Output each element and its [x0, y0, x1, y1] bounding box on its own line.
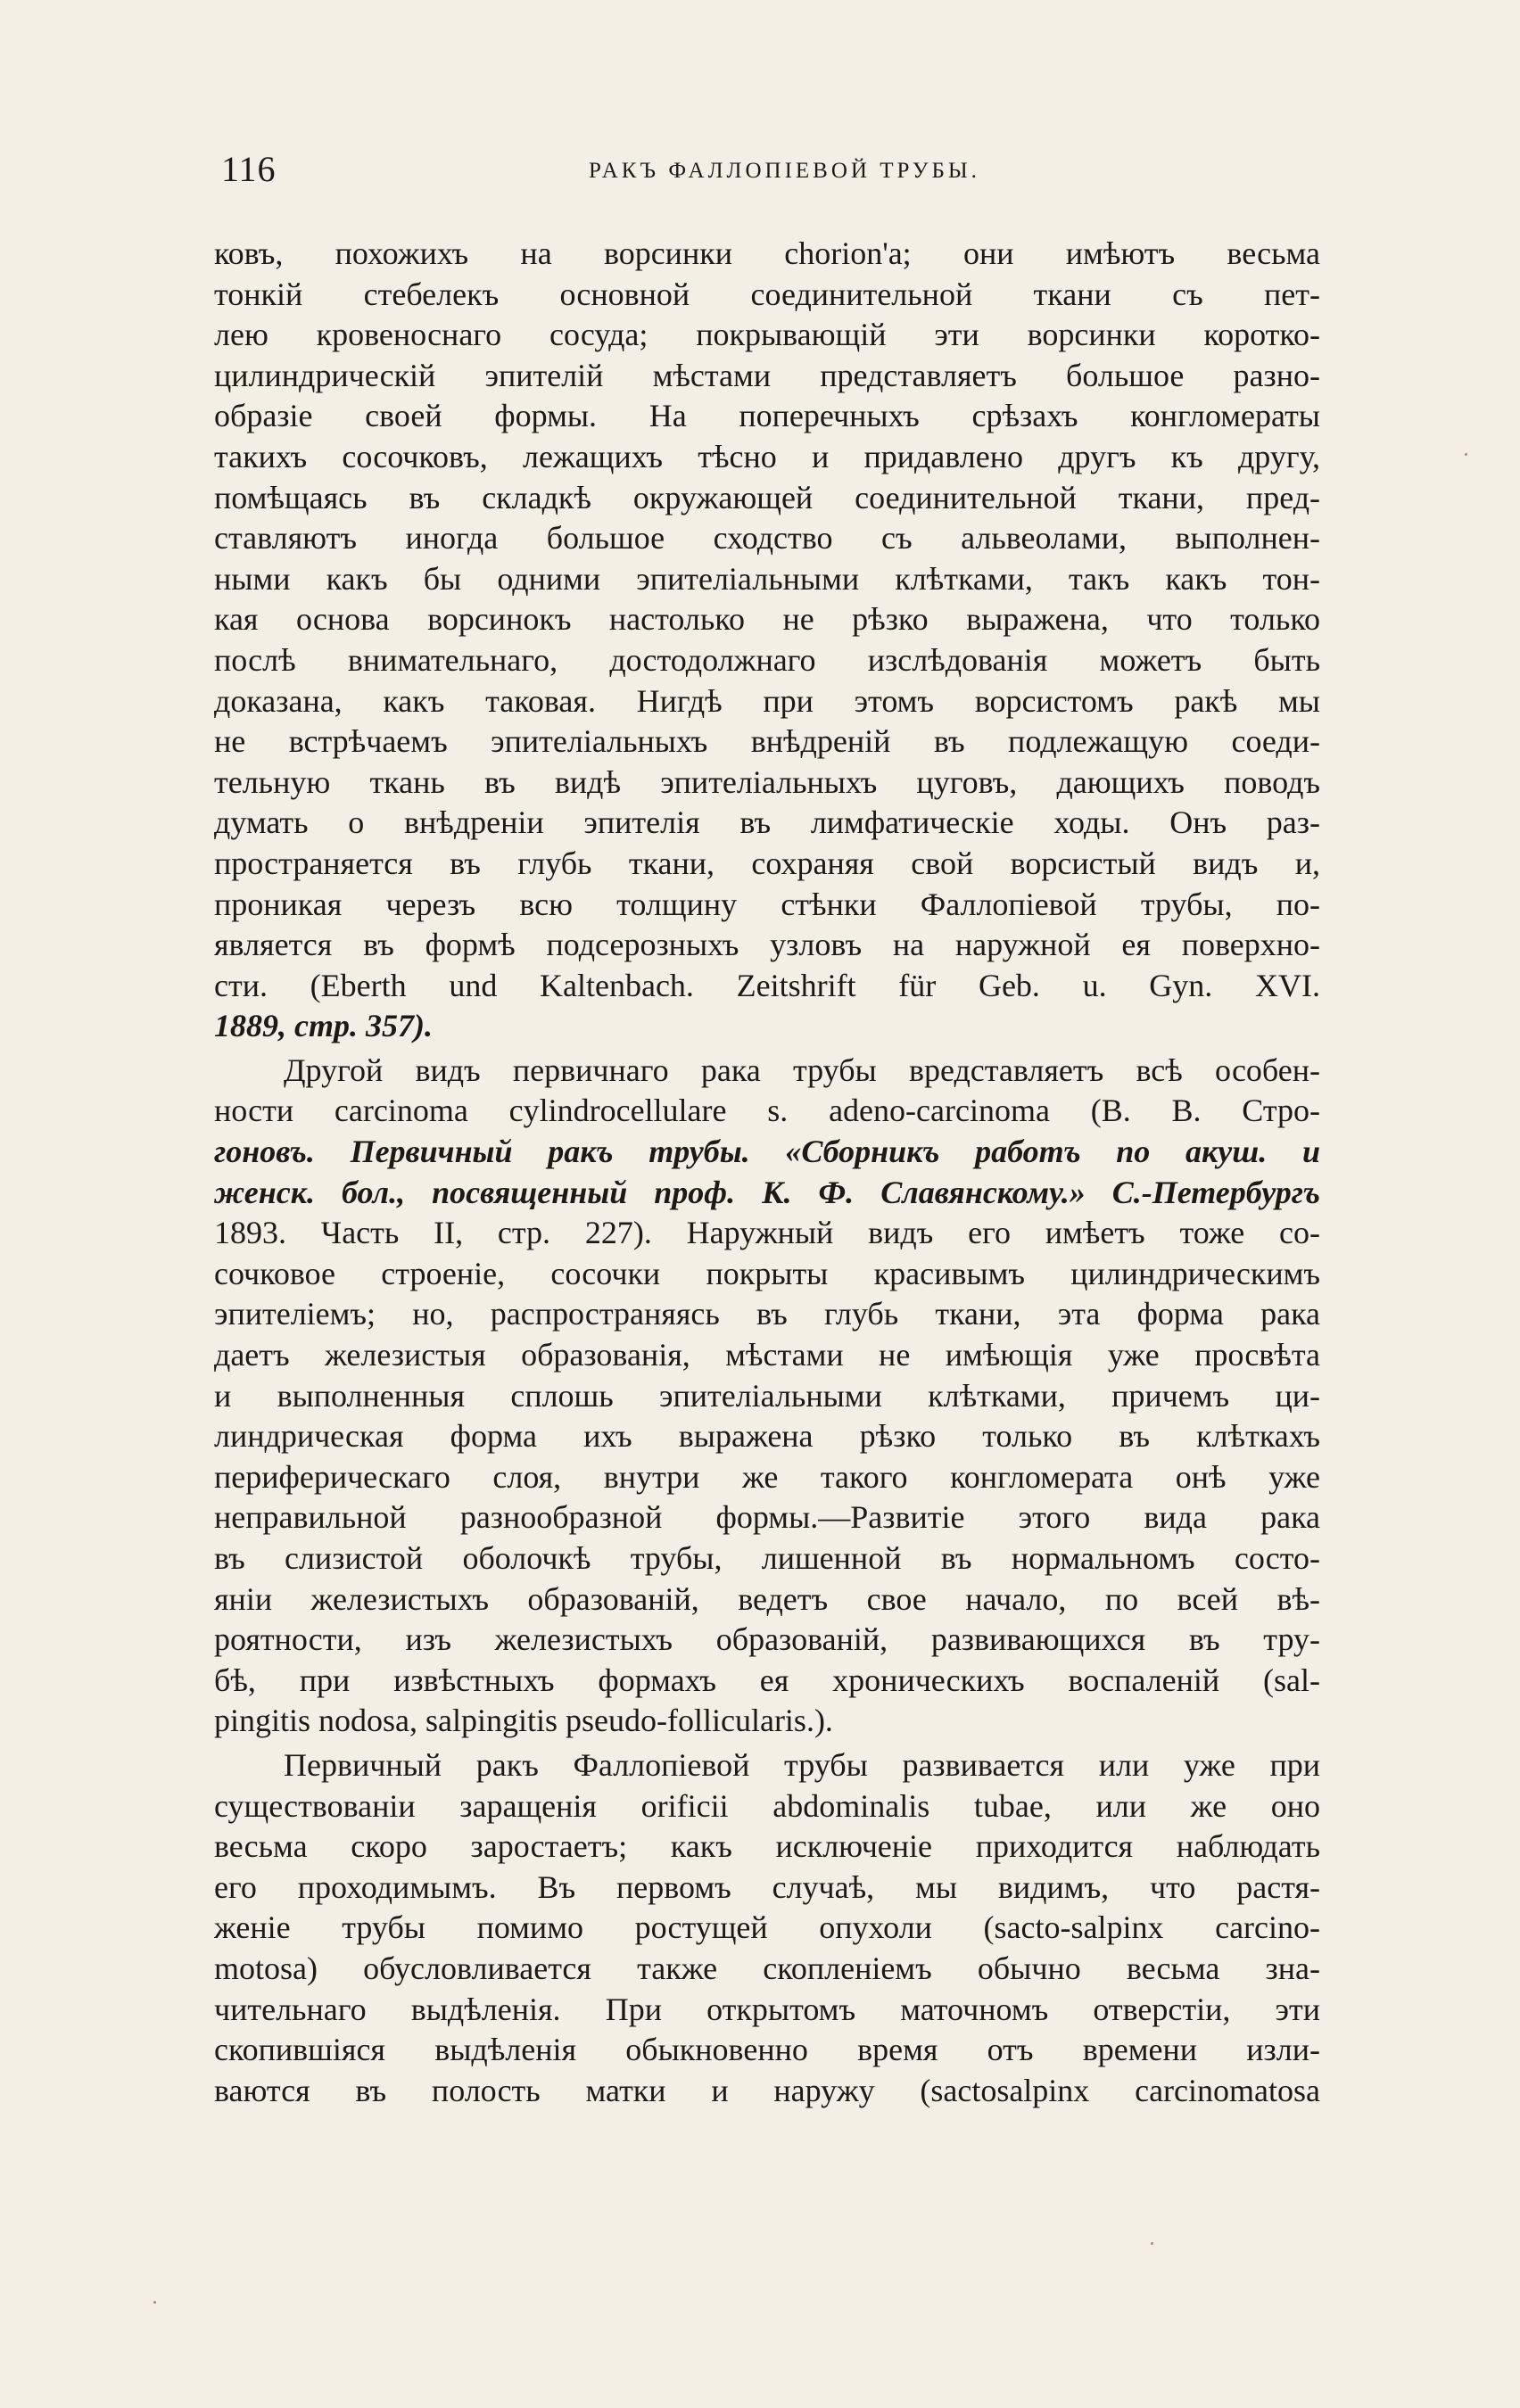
text-line: въ слизистой оболочкѣ трубы, лишенной въ нормальномъ состо-	[214, 1540, 1320, 1576]
text-line: проникая черезъ всю толщину стѣнки Фаллопіевой трубы, по-	[214, 886, 1320, 922]
running-title: РАКЪ ФАЛЛОПІЕВОЙ ТРУБЫ.	[589, 159, 980, 183]
text-line: и выполненныя сплошь эпителіальными клѣтками, причемъ ци-	[214, 1377, 1320, 1414]
paper-speck	[153, 2301, 156, 2304]
text-line: такихъ сосочковъ, лежащихъ тѣсно и придавлено другъ къ другу,	[214, 438, 1320, 474]
text-line: чительнаго выдѣленія. При открытомъ маточномъ отверстіи, эти	[214, 1991, 1320, 2027]
text-line: думать о внѣдреніи эпителія въ лимфатическіе ходы. Онъ раз-	[214, 804, 1320, 841]
page-number: 116	[221, 149, 277, 189]
text-line: неправильной разнообразной формы.—Развитіе этого вида рака	[214, 1499, 1320, 1536]
text-line: периферическаго слоя, внутри же такого конгломерата онѣ уже	[214, 1458, 1320, 1495]
text-line: ставляютъ иногда большое сходство съ альвеолами, выполнен-	[214, 520, 1320, 557]
text-line: весьма скоро заростаетъ; какъ исключеніе приходится наблюдать	[214, 1828, 1320, 1865]
text-line: эпителіемъ; но, распространяясь въ глубь ткани, эта форма рака	[214, 1296, 1320, 1332]
text-line: даетъ железистыя образованія, мѣстами не имѣющія уже просвѣта	[214, 1337, 1320, 1373]
citation-line: 1889, стр. 357).	[214, 1008, 433, 1044]
text-line: ковъ, похожихъ на ворсинки chorion'а; они имѣютъ весьма	[214, 235, 1320, 271]
text-line: цилиндрическій эпителій мѣстами представляетъ большое разно-	[214, 357, 1320, 393]
page-header	[214, 148, 1320, 193]
text-line: тельную ткань въ видѣ эпителіальныхъ цуговъ, дающихъ поводъ	[214, 763, 1320, 800]
text-line: его проходимымъ. Въ первомъ случаѣ, мы видимъ, что растя-	[214, 1868, 1320, 1905]
text-line: pingitis nodosa, salpingitis pseudo-follicularis.).	[214, 1703, 833, 1739]
text-line: ными какъ бы одними эпителіальными клѣтками, такъ какъ тон-	[214, 560, 1320, 597]
citation-line: сти. (Eberth und Kaltenbach. Zeitshrift für Geb. u. Gyn. XVI.	[214, 967, 1320, 1003]
text-line: женіе трубы помимо ростущей опухоли (sacto-salpinx carcino-	[214, 1909, 1320, 1946]
text-line: доказана, какъ таковая. Нигдѣ при этомъ ворсистомъ ракѣ мы	[214, 682, 1320, 719]
text-line: линдрическая форма ихъ выражена рѣзко только въ клѣткахъ	[214, 1418, 1320, 1455]
text-line: существованіи заращенія orificii abdominalis tubae, или же оно	[214, 1787, 1320, 1824]
text-line: помѣщаясь въ складкѣ окружающей соединительной ткани, пред-	[214, 479, 1320, 515]
citation-line: женск. бол., посвященный проф. К. Ф. Славянскому.» С.-Петербургъ	[214, 1174, 1320, 1210]
text-line: является въ формѣ подсерозныхъ узловъ на наружной ея поверхно-	[214, 927, 1320, 963]
paragraph-start-line: Первичный ракъ Фаллопіевой трубы развивается или уже при	[284, 1746, 1320, 1783]
text-line: не встрѣчаемъ эпителіальныхъ внѣдреній въ подлежащую соеди-	[214, 723, 1320, 760]
paper-speck	[1151, 2242, 1153, 2245]
text-line: сочковое строеніе, сосочки покрыты красивымъ цилиндрическимъ	[214, 1255, 1320, 1291]
text-line: образіе своей формы. На поперечныхъ срѣзахъ конгломераты	[214, 398, 1320, 434]
paragraph-start-line: Другой видъ первичнаго рака трубы вредставляетъ всѣ особен-	[284, 1051, 1320, 1088]
text-line: тонкій стебелекъ основной соединительной ткани съ пет-	[214, 276, 1320, 312]
text-line: роятности, изъ железистыхъ образованій, развивающихся въ тру-	[214, 1621, 1320, 1658]
citation-line: гоновъ. Первичный ракъ трубы. «Сборникъ работъ по акуш. и	[214, 1134, 1320, 1170]
text-line: бѣ, при извѣстныхъ формахъ ея хроническихъ воспаленій (sal-	[214, 1662, 1320, 1698]
text-line: пространяется въ глубь ткани, сохраняя свой ворсистый видъ и,	[214, 845, 1320, 881]
text-line: 1893. Часть II, стр. 227). Наружный видъ его имѣетъ тоже со-	[214, 1215, 1320, 1251]
body-text	[214, 234, 1320, 2111]
text-line: яніи железистыхъ образованій, ведетъ свое начало, по всей вѣ-	[214, 1580, 1320, 1617]
text-line: ваются въ полость матки и наружу (sactosalpinx carcinomatosa	[214, 2072, 1320, 2108]
text-line: послѣ внимательнаго, достодолжнаго изслѣдованія можетъ быть	[214, 641, 1320, 678]
text-line: motosa) обусловливается также скопленіемъ обычно весьма зна-	[214, 1950, 1320, 1986]
text-line: ности carcinoma cylindrocellulare s. adeno-carcinoma (В. В. Стро-	[214, 1093, 1320, 1129]
text-line: кая основа ворсинокъ настолько не рѣзко выражена, что только	[214, 601, 1320, 638]
paper-speck	[1465, 453, 1467, 456]
text-line: лею кровеноснаго сосуда; покрывающій эти ворсинки коротко-	[214, 317, 1320, 353]
text-line: скопившіяся выдѣленія обыкновенно время отъ времени изли-	[214, 2032, 1320, 2068]
